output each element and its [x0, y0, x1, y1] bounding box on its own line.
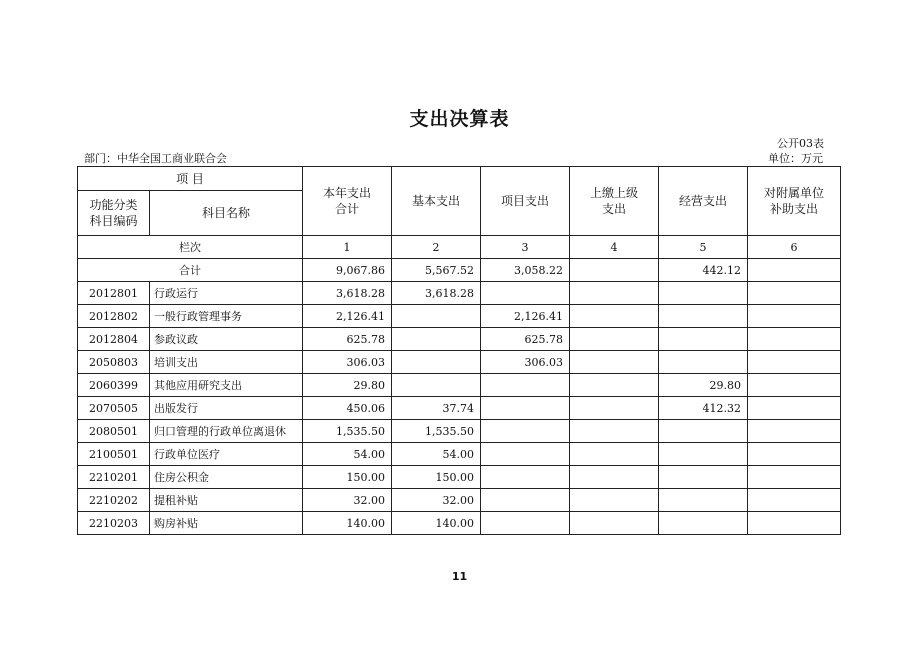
header-func-code: 功能分类 科目编码	[78, 191, 150, 236]
table-row	[78, 443, 841, 466]
row-code: 2012801	[78, 282, 150, 305]
row-value: 625.78	[303, 328, 392, 351]
row-code: 2012804	[78, 328, 150, 351]
header-basic: 基本支出	[392, 167, 481, 236]
row-value	[659, 466, 748, 489]
row-value: 3,618.28	[303, 282, 392, 305]
row-value	[481, 374, 570, 397]
col-num: 6	[748, 236, 841, 259]
row-name: 归口管理的行政单位离退休	[150, 420, 303, 443]
row-value	[481, 420, 570, 443]
row-value	[659, 420, 748, 443]
row-value: 32.00	[392, 489, 481, 512]
header-upper: 上缴上级 支出	[570, 167, 659, 236]
row-value	[570, 351, 659, 374]
row-value	[570, 374, 659, 397]
row-value	[570, 512, 659, 535]
col-row-label: 栏次	[78, 236, 303, 259]
total-cell	[748, 259, 841, 282]
unit-label: 单位：万元	[768, 152, 823, 165]
row-code: 2012802	[78, 305, 150, 328]
row-value: 3,618.28	[392, 282, 481, 305]
row-value: 32.00	[303, 489, 392, 512]
row-value	[659, 443, 748, 466]
row-value	[481, 282, 570, 305]
row-value	[481, 512, 570, 535]
header-subject-name: 科目名称	[150, 191, 303, 236]
header-total: 本年支出 合计	[303, 167, 392, 236]
row-value: 29.80	[303, 374, 392, 397]
total-cell: 9,067.86	[303, 259, 392, 282]
row-value	[570, 397, 659, 420]
header-subsidy: 对附属单位 补助支出	[748, 167, 841, 236]
col-num: 4	[570, 236, 659, 259]
department-label: 部门：中华全国工商业联合会	[84, 152, 227, 165]
table-row	[78, 305, 841, 328]
row-value	[570, 305, 659, 328]
page-number: 11	[451, 570, 468, 583]
row-value	[481, 443, 570, 466]
row-value	[392, 328, 481, 351]
table-row	[78, 420, 841, 443]
row-value: 140.00	[392, 512, 481, 535]
row-value	[392, 374, 481, 397]
row-value: 2,126.41	[481, 305, 570, 328]
row-value	[392, 351, 481, 374]
row-name: 一般行政管理事务	[150, 305, 303, 328]
row-value: 1,535.50	[392, 420, 481, 443]
row-value	[748, 420, 841, 443]
row-value: 1,535.50	[303, 420, 392, 443]
col-num: 1	[303, 236, 392, 259]
table-row	[78, 374, 841, 397]
row-name: 行政单位医疗	[150, 443, 303, 466]
row-value: 150.00	[303, 466, 392, 489]
row-code: 2070505	[78, 397, 150, 420]
row-value: 306.03	[303, 351, 392, 374]
header-item: 项 目	[78, 167, 303, 191]
form-number: 公开03表	[777, 137, 824, 150]
row-value	[748, 305, 841, 328]
row-name: 提租补贴	[150, 489, 303, 512]
row-value	[570, 443, 659, 466]
table-row	[78, 489, 841, 512]
row-value: 306.03	[481, 351, 570, 374]
row-value: 54.00	[392, 443, 481, 466]
row-value	[392, 305, 481, 328]
row-code: 2080501	[78, 420, 150, 443]
table-row	[78, 351, 841, 374]
row-name: 住房公积金	[150, 466, 303, 489]
header-project: 项目支出	[481, 167, 570, 236]
row-value	[748, 351, 841, 374]
row-value	[659, 305, 748, 328]
row-value: 412.32	[659, 397, 748, 420]
row-name: 培训支出	[150, 351, 303, 374]
row-value: 29.80	[659, 374, 748, 397]
row-code: 2210202	[78, 489, 150, 512]
col-num: 3	[481, 236, 570, 259]
table-row	[78, 328, 841, 351]
row-value	[659, 351, 748, 374]
row-value	[659, 489, 748, 512]
row-value: 625.78	[481, 328, 570, 351]
row-name: 其他应用研究支出	[150, 374, 303, 397]
row-value	[748, 328, 841, 351]
row-name: 参政议政	[150, 328, 303, 351]
row-name: 购房补贴	[150, 512, 303, 535]
table-row	[78, 512, 841, 535]
table-row	[78, 466, 841, 489]
total-cell: 442.12	[659, 259, 748, 282]
row-value: 37.74	[392, 397, 481, 420]
table-row	[78, 397, 841, 420]
total-cell: 5,567.52	[392, 259, 481, 282]
row-code: 2210201	[78, 466, 150, 489]
row-value	[570, 489, 659, 512]
row-code: 2210203	[78, 512, 150, 535]
row-value	[481, 397, 570, 420]
row-value	[748, 282, 841, 305]
row-value	[748, 512, 841, 535]
row-value	[481, 489, 570, 512]
row-value	[748, 443, 841, 466]
row-name: 行政运行	[150, 282, 303, 305]
col-num: 5	[659, 236, 748, 259]
row-code: 2050803	[78, 351, 150, 374]
row-value	[659, 328, 748, 351]
row-value	[570, 420, 659, 443]
expenditure-table	[77, 166, 841, 535]
row-value	[748, 374, 841, 397]
total-cell	[570, 259, 659, 282]
col-num: 2	[392, 236, 481, 259]
page-title: 支出决算表	[409, 108, 510, 130]
row-value	[748, 466, 841, 489]
row-code: 2100501	[78, 443, 150, 466]
row-value	[748, 489, 841, 512]
total-cell: 3,058.22	[481, 259, 570, 282]
row-value	[570, 328, 659, 351]
row-value: 140.00	[303, 512, 392, 535]
table-row	[78, 282, 841, 305]
row-value	[481, 466, 570, 489]
row-value	[748, 397, 841, 420]
row-name: 出版发行	[150, 397, 303, 420]
row-value: 54.00	[303, 443, 392, 466]
row-value	[570, 466, 659, 489]
row-value	[659, 512, 748, 535]
total-row-label: 合计	[78, 259, 303, 282]
row-value	[570, 282, 659, 305]
header-business: 经营支出	[659, 167, 748, 236]
row-value: 150.00	[392, 466, 481, 489]
row-code: 2060399	[78, 374, 150, 397]
row-value: 450.06	[303, 397, 392, 420]
row-value: 2,126.41	[303, 305, 392, 328]
row-value	[659, 282, 748, 305]
